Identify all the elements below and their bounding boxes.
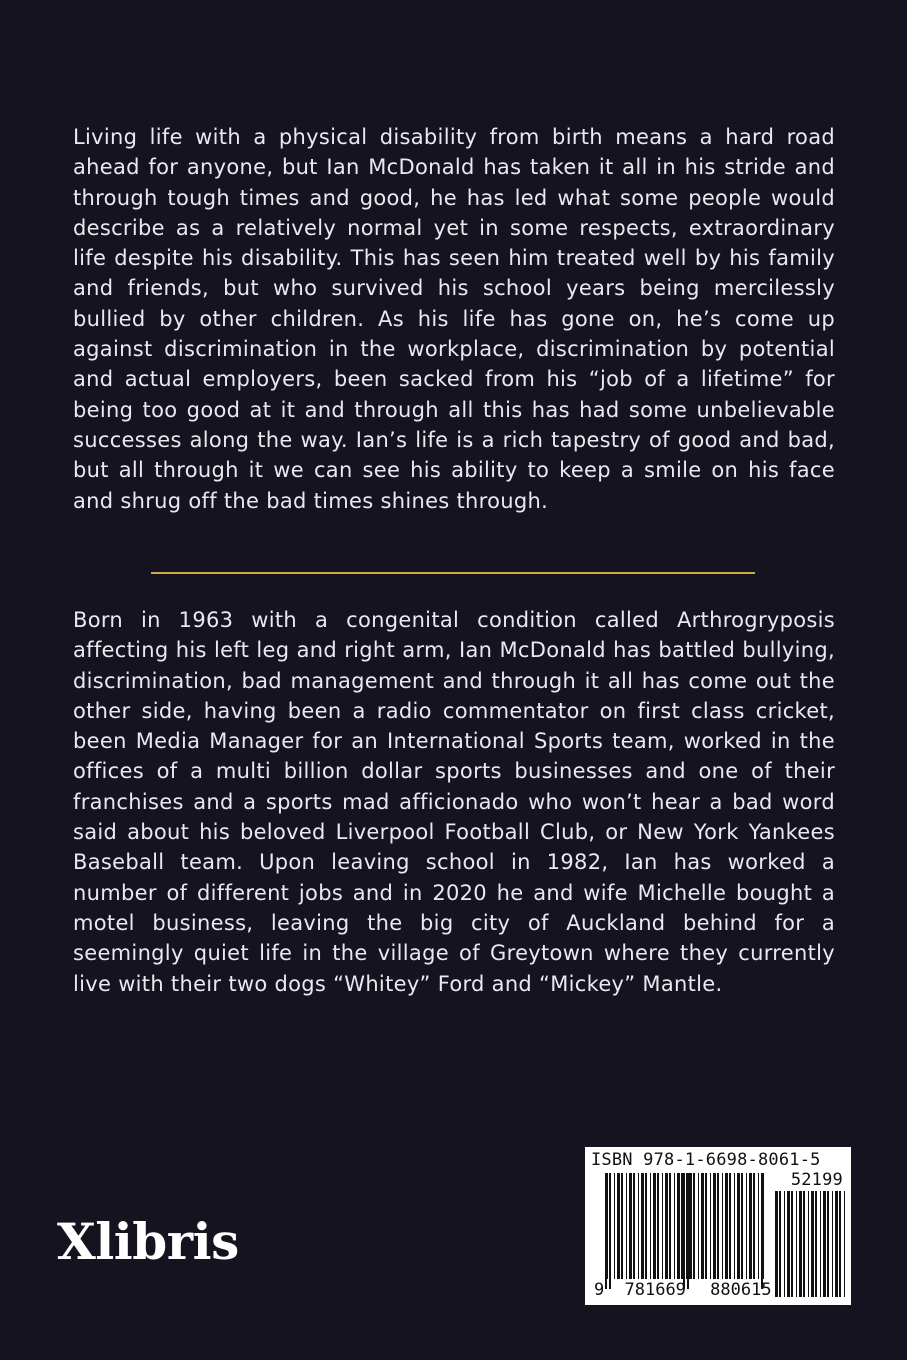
ean-right-digits: 880615 — [710, 1280, 772, 1300]
blurb-paragraph-1: Living life with a physical disability from birth means a hard road ahead for anyone, but Ian McDonald has taken it all in his stride and through tough times and good, he has led what some people would describe as a relatively normal yet in some respects, extraordinary life despite his disability. This has seen him treated well by his family and friends, but who survived his school years being mercilessly bullied by other children. As his life has gone on, he’s come up against discrimination in the workplace, discrimination by potential and actual employers, been sacked from his “job of a lifetime” for being too good at it and through all this has had some unbelievable successes along the way. Ian’s life is a rich tapestry of good and bad, but all through it we can see his ability to keep a smile on his face and shrug off the bad times shines through. — [73, 125, 835, 513]
ean-left-digits: 781669 — [624, 1280, 686, 1300]
isbn-barcode — [585, 1147, 851, 1305]
price-code: 52199 — [790, 1170, 843, 1190]
isbn-label: ISBN 978-1-6698-8061-5 — [591, 1150, 821, 1170]
publisher-logo: Xlibris — [57, 1212, 239, 1271]
ean-digits — [594, 1280, 772, 1300]
section-divider — [151, 572, 755, 574]
ean-first-digit: 9 — [594, 1280, 605, 1300]
blurb-paragraph-2: Born in 1963 with a congenital condition called Arthrogryposis affecting his left leg and right arm, Ian McDonald has battled bullying, discrimination, bad management and through it all has come out the other side, having been a radio commentator on first class cricket, been Media Manager for an International Sports team, worked in the offices of a multi billion dollar sports businesses and one of their franchises and a sports mad afficionado who won’t hear a bad word said about his beloved Liverpool Football Club, or New York Yankees Baseball team. Upon leaving school in 1982, Ian has worked a number of different jobs and in 2020 he and wife Michelle bought a motel business, leaving the big city of Auckland behind for a seemingly quiet life in the village of Greytown where they currently live with their two dogs “Whitey” Ford and “Mickey” Mantle. — [73, 608, 835, 996]
